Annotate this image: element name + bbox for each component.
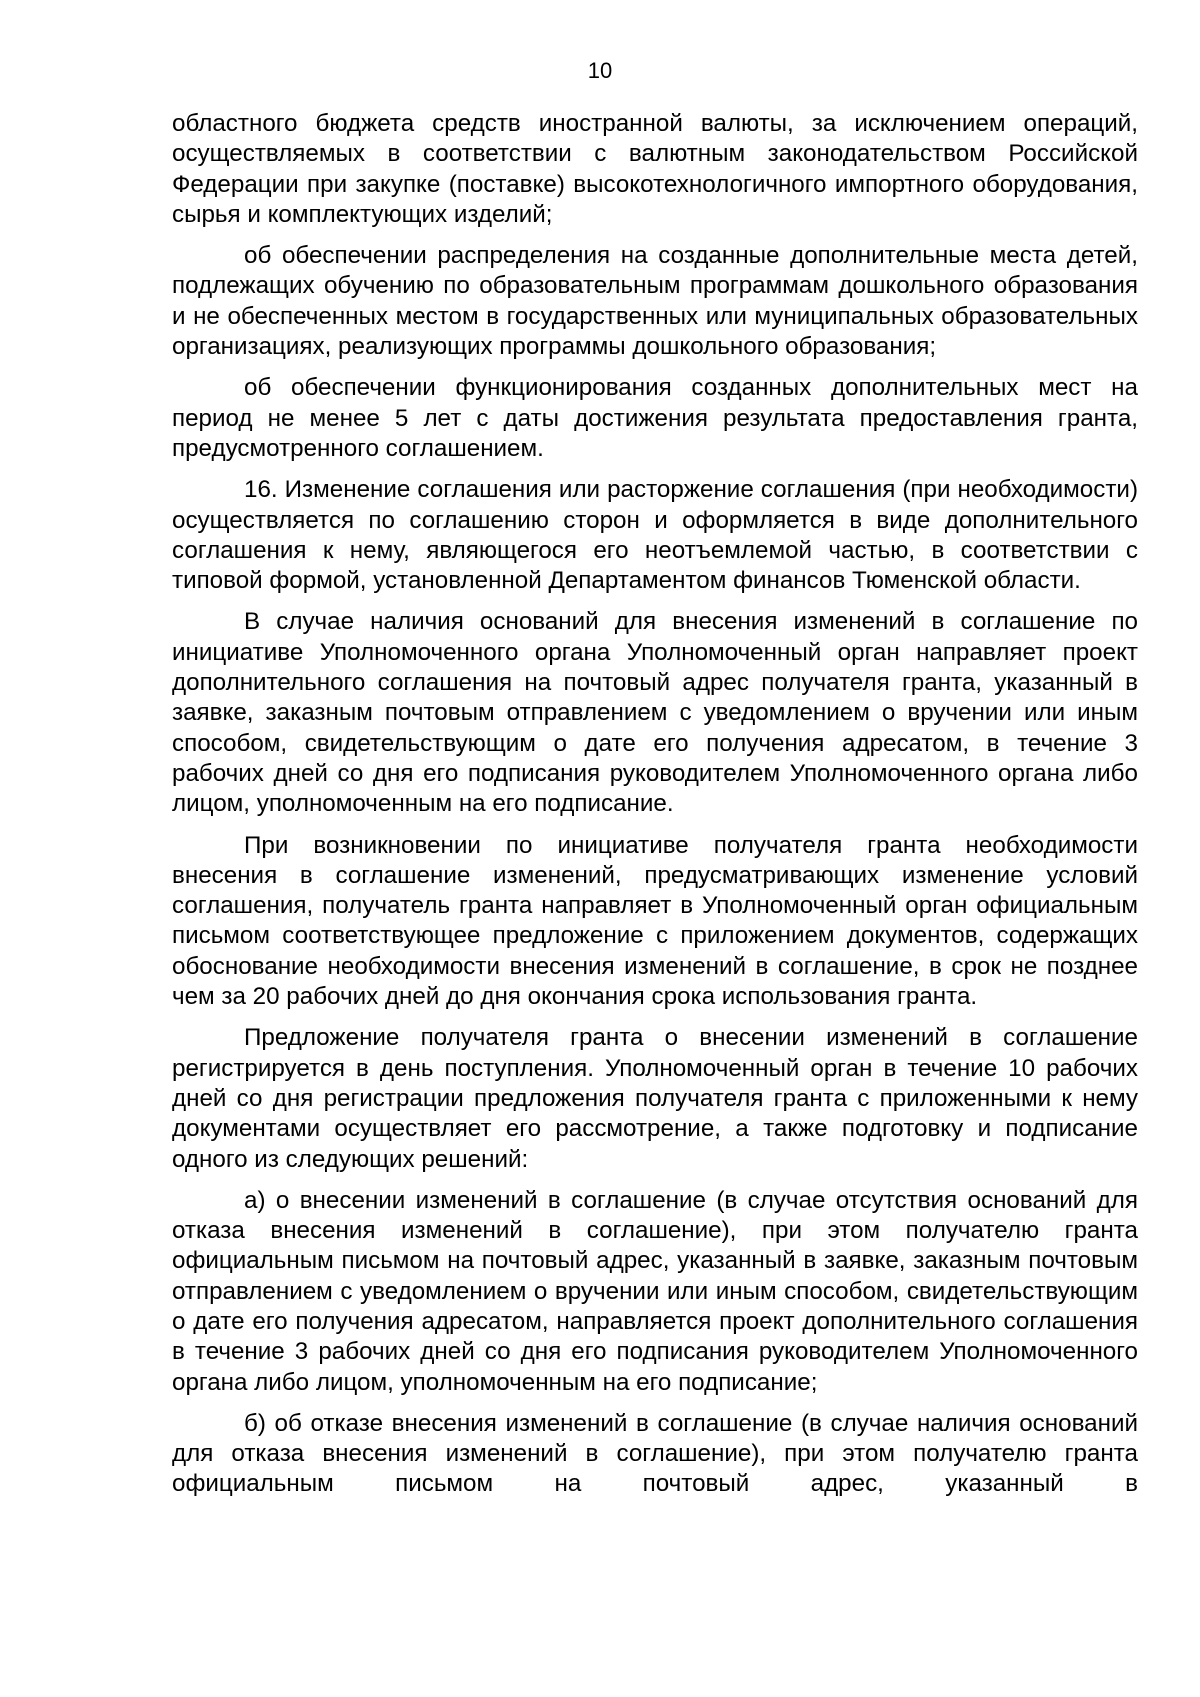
page-number: 10: [587, 58, 613, 83]
paragraph-continuation: областного бюджета средств иностранной валюты, за исключением операций, осуществляемых в соответствии с валютным законодательством Российской Федерации при закупке (поставке) высокотехнологичного импортного оборудования, сырья и комплектующих изделий;: [172, 110, 1138, 228]
paragraph: В случае наличия оснований для внесения изменений в соглашение по инициативе Уполномоченного органа Уполномоченный орган направляет проект дополнительного соглашения на почтовый адрес получателя гранта, указанный в заявке, заказным почтовым отправлением с уведомлением о вручении или иным способом, свидетельствующим о дате его получения адресатом, в течение 3 рабочих дней со дня его подписания руководителем Уполномоченного органа либо лицом, уполномоченным на его подписание.: [172, 608, 1138, 818]
paragraph: Предложение получателя гранта о внесении изменений в соглашение регистрируется в день поступления. Уполномоченный орган в течение 10 рабочих дней со дня регистрации предложения получателя гранта с приложенными к нему документами осуществляет его рассмотрение, а также подготовку и подписание одного из следующих решений:: [172, 1024, 1138, 1173]
paragraph: При возникновении по инициативе получателя гранта необходимости внесения в соглашение изменений, предусматривающих изменение условий соглашения, получатель гранта направляет в Уполномоченный орган официальным письмом соответствующее предложение с приложением документов, содержащих обоснование необходимости внесения изменений в соглашение, в срок не позднее чем за 20 рабочих дней до дня окончания срока использования гранта.: [172, 831, 1138, 1011]
paragraph: об обеспечении распределения на созданные дополнительные места детей, подлежащих обучению по образовательным программам дошкольного образования и не обеспеченных местом в государственных или муниципальных образовательных организациях, реализующих программы дошкольного образования;: [172, 242, 1138, 361]
paragraph-item-a: а) о внесении изменений в соглашение (в случае отсутствия оснований для отказа внесения изменений в соглашение), при этом получателю гранта официальным письмом на почтовый адрес, указанный в заявке, заказным почтовым отправлением с уведомлением о вручении или иным способом, свидетельствующим о дате его получения адресатом, направляется проект дополнительного соглашения в течение 3 рабочих дней со дня его подписания руководителем Уполномоченного органа либо лицом, уполномоченным на его подписание;: [172, 1186, 1138, 1396]
paragraph-clause-16: 16. Изменение соглашения или расторжение соглашения (при необходимости) осуществляется по соглашению сторон и оформляется в виде дополнительного соглашения к нему, являющегося его неотъемлемой частью, в соответствии с типовой формой, установленной Департаментом финансов Тюменской области.: [172, 476, 1138, 595]
paragraph-item-b: б) об отказе внесения изменений в соглашение (в случае наличия оснований для отказа внесения изменений в соглашение), при этом получателю гранта официальным письмом на почтовый адрес, указанный в: [172, 1409, 1138, 1498]
paragraph: об обеспечении функционирования созданных дополнительных мест на период не менее 5 лет с даты достижения результата предоставления гранта, предусмотренного соглашением.: [172, 374, 1138, 462]
document-body: [172, 109, 1138, 1511]
